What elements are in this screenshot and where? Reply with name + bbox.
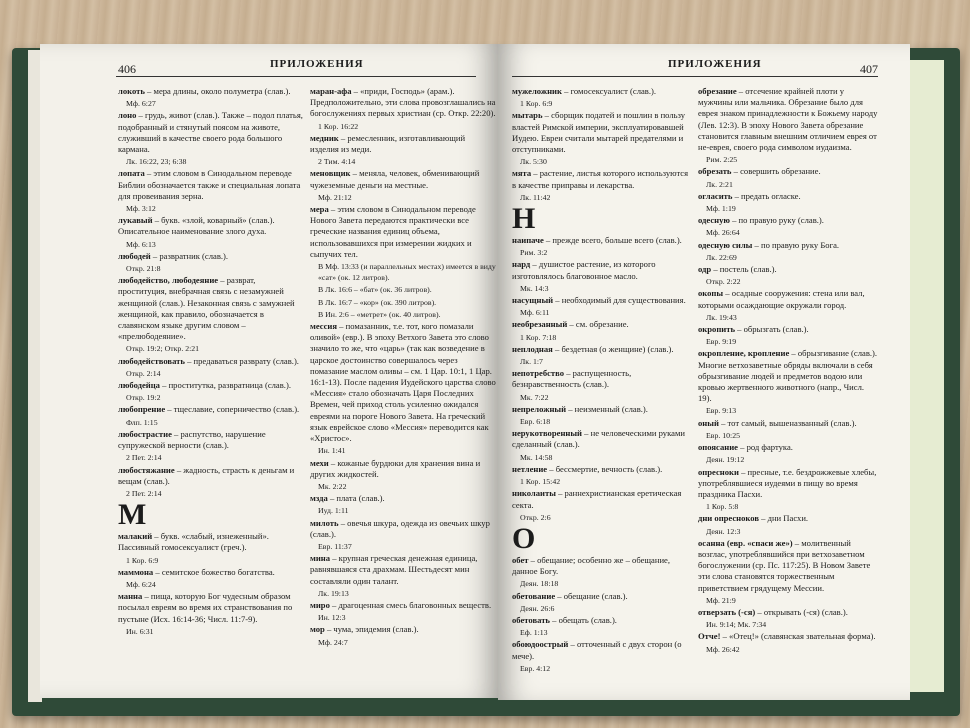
verse-reference: Мк. 14:3 [520,283,549,293]
dictionary-entry: любодействовать – предаваться разврату (слав.). [118,355,299,366]
headword: окропление, кропление [698,348,790,359]
verse-reference: 1 Кор. 7:18 [520,332,557,342]
headword: николаиты [512,488,556,499]
left-page [40,44,498,698]
dictionary-entry: оный – тот самый, вышеназванный (слав.). [698,417,857,428]
dictionary-column [512,86,692,675]
verse-reference: Евр. 4:12 [520,663,551,673]
verse-reference: В Мф. 13:33 (и параллельных местах) имеется в виду «сат» (ок. 12 литров). [318,262,496,283]
dictionary-entry: дни опресноков – дни Пасхи. [698,513,809,524]
verse-reference: Мф. 1:19 [706,204,736,214]
verse-reference: Лк. 2:21 [706,179,733,189]
headword: лопата [118,168,145,179]
page-number: 407 [860,62,878,76]
verse-reference: Лк. 19:13 [318,588,349,598]
dictionary-entry: огласить – предать огласке. [698,190,801,201]
dictionary-entry: лоно – грудь, живот (слав.). Также – подол платья, подобранный и стянутый поясом на животе, служивший в качестве своего рода большого кармана. [118,110,303,155]
headword: насущный [512,295,554,306]
headword: манна [118,591,143,602]
dictionary-entry: непотребство – распущенность, безнравственность (слав.). [512,368,632,390]
headword: мытарь [512,110,543,121]
verse-reference: Мф. 6:11 [520,308,550,318]
verse-reference: Лк. 16:22, 23; 6:38 [126,157,187,167]
verse-reference: Лк. 1:7 [520,357,543,367]
dictionary-entry: мехи – кожаные бурдюки для хранения вина и других жидкостей. [310,457,481,479]
headword: обрезать [698,166,732,177]
verse-reference: Евр. 9:19 [706,337,737,347]
verse-reference: Лк. 19:43 [706,312,737,322]
verse-reference: Деян. 26:6 [520,603,555,613]
verse-reference: Откр. 2:22 [706,277,741,287]
headword: обетование [512,590,556,601]
headword: отверзать (-ся) [698,606,756,617]
dictionary-entry: мор – чума, эпидемия (слав.). [310,624,419,635]
headword: любопрение [118,404,166,415]
dictionary-entry: обет – обещание; особенно же – обещание, данное Богу. [512,554,671,577]
verse-reference: Мф. 6:27 [126,99,156,109]
verse-reference: Флп. 1:15 [126,417,158,427]
headword: опресноки [698,466,739,477]
headword: одесную [698,215,730,226]
verse-reference: Откр. 19:2 [126,393,161,403]
dictionary-entry: малакий – букв. «слабый, изнеженный». Пассивный гомосексуалист (греч.). [118,531,269,553]
headword: локоть [118,86,145,96]
verse-reference: Мф. 26:64 [706,228,740,238]
headword: наипаче [512,235,544,246]
dictionary-entry: нетление – бессмертие, вечность (слав.). [512,463,663,474]
dictionary-entry: любострастие – распутство, нарушение супружеской верности (слав.). [118,428,266,451]
headword: обрезание [698,86,737,96]
headword: неплодная [512,343,553,354]
dictionary-entry: мужеложник – гомосексуалист (слав.). [512,86,657,96]
dictionary-entry: маммона – семитское божество богатства. [118,566,275,577]
dictionary-entry: любостяжание – жадность, страсть к деньгам и вещам (слав.). [118,464,295,486]
dictionary-entry: обетовать – обещать (слав.). [512,614,617,625]
headword: мужеложник [512,86,562,96]
headword: опоясание [698,442,738,453]
verse-reference: Ин. 12:3 [318,613,346,623]
dictionary-entry: локоть – мера длины, около полуметра (слав.). [118,86,291,96]
right-page [498,44,910,700]
verse-reference: Деян. 12:3 [706,526,741,536]
headword: окропить [698,324,735,335]
verse-reference: Мф. 24:7 [318,637,348,647]
verse-reference: Евр. 9:13 [706,406,737,416]
dictionary-entry: окопы – осадные сооружения: стена или вал, которыми осаждающие окружали город. [698,288,865,310]
dictionary-entry: манна – пища, которую Бог чудесным образом посылал евреям во время их странствования по пустыне (Исх. 16:14-36; Числ. 11:7-9). [118,591,293,624]
verse-reference: 2 Пет. 2:14 [126,488,162,498]
headword: мессия [310,321,338,332]
headword: мор [310,624,325,635]
headword: непотребство [512,368,565,379]
verse-reference: Иуд. 1:11 [318,506,349,516]
verse-reference: Деян. 18:18 [520,579,559,589]
dictionary-entry: непреложный – неизменный (слав.). [512,403,648,414]
headword: осанна (евр. «спаси же») [698,537,793,548]
dictionary-entry: Отче! – «Отец!» (славянская звательная форма). [698,631,876,642]
section-letter: М [118,498,147,532]
headword: непреложный [512,403,567,414]
header-rule [116,76,476,77]
verse-reference: В Ин. 2:6 – «метрет» (ок. 40 литров). [318,309,441,319]
dictionary-entry: опоясание – род фартука. [698,442,793,453]
dictionary-entry: обоюдоострый – отточенный с двух сторон (о мече). [512,639,682,661]
verse-reference: Откр. 2:6 [520,512,551,522]
dictionary-entry: опресноки – пресные, т.е. бездрожжевые хлебы, употреблявшиеся иудеями в пищу во время праздника Пасхи. [698,466,877,499]
headword: медник [310,132,339,143]
verse-reference: Ин. 1:41 [318,446,346,456]
dictionary-column [310,86,496,649]
dictionary-entry: отверзать (-ся) – открывать (-ся) (слав.). [698,606,848,617]
headword: одесную силы [698,239,753,250]
dictionary-entry: одесную – по правую руку (слав.). [698,215,824,226]
verse-reference: Рим. 2:25 [706,155,738,165]
headword: оный [698,417,719,428]
verse-reference: Мк. 7:22 [520,392,549,402]
headword: одр [698,264,712,275]
headword: Отче! [698,631,721,642]
verse-reference: 1 Кор. 6:9 [126,555,159,565]
dictionary-entry: окропить – обрызгать (слав.). [698,324,809,335]
dictionary-entry: меновщик – меняла, человек, обменивающий чужеземные деньги на местные. [310,168,480,190]
verse-reference: Лк. 11:42 [520,192,551,202]
headword: обетовать [512,614,550,625]
verse-reference: Рим. 3:2 [520,248,548,258]
headword: любодей [118,250,151,261]
dictionary-entry: мята – растение, листья которого используются в качестве приправы и лекарства. [512,168,689,190]
verse-reference: Лк. 5:30 [520,157,547,167]
dictionary-entry: нерукотворенный – не человеческими руками сделанный (слав.). [512,428,686,450]
headword: дни опресноков [698,513,759,524]
headword: любострастие [118,428,172,439]
headword: обоюдоострый [512,639,569,650]
bookmark-edge [906,60,944,692]
dictionary-entry: одр – постель (слав.). [698,264,777,275]
headword: любодейство, любодеяние [118,275,219,286]
verse-reference: В Лк. 16:6 – «бат» (ок. 36 литров). [318,285,432,295]
verse-reference: Евр. 11:37 [318,541,352,551]
dictionary-entry: необрезанный – см. обрезание. [512,319,629,330]
headword: мзда [310,493,328,504]
verse-reference: Ин. 9:14; Мк. 7:34 [706,620,767,630]
verse-reference: Евр. 10:25 [706,430,741,440]
dictionary-entry: мина – крупная греческая денежная единица, равнявшаяся ста драхмам. Шестьдесят мин составляли один талант. [310,553,478,586]
headword: мера [310,204,329,215]
verse-reference: 1 Кор. 16:22 [318,121,359,131]
dictionary-entry: любопрение – тщеславие, соперничество (слав.). [118,404,300,415]
verse-reference: Мк. 14:58 [520,452,553,462]
dictionary-entry: обрезание – отсечение крайней плоти у мужчины или мальчика. Обрезание было для еврея знаком принадлежности к Божьему народу (Лев. 12:3). В эпоху Нового Завета обрезание становится главным внешним отличием еврея от не-еврея, своего рода символом иудаизма. [698,86,878,153]
dictionary-entry: любодейство, любодеяние – разврат, проституция, внебрачная связь с незамужней женщиной (слав.). Незаконная связь с замужней женщиной, как правило, обозначается в славянском языке другим словом – «прелюбодеяние». [118,275,295,342]
dictionary-entry: лукавый – букв. «злой, коварный» (слав.). Описательное наименование злого духа. [118,215,275,237]
headword: любодействовать [118,355,185,366]
verse-reference: 2 Пет. 2:14 [126,453,162,463]
verse-reference: Ин. 6:31 [126,626,154,636]
headword: мехи [310,457,329,468]
dictionary-entry: милоть – овечья шкура, одежда из овечьих шкур (слав.). [310,517,490,539]
verse-reference: Мф. 3:12 [126,204,156,214]
verse-reference: Мф. 21:12 [318,192,352,202]
dictionary-entry: наипаче – прежде всего, больше всего (слав.). [512,235,682,246]
dictionary-entry: медник – ремесленник, изготавливающий изделия из меди. [310,132,466,155]
headword: любодейца [118,380,160,391]
dictionary-entry: обрезать – совершить обрезание. [698,166,821,177]
verse-reference: Откр. 2:14 [126,368,161,378]
verse-reference: Евр. 6:18 [520,417,551,427]
dictionary-entry: обетование – обещание (слав.). [512,590,628,601]
verse-reference: Мф. 21:9 [706,595,736,605]
dictionary-entry: мессия – помазанник, т.е. тот, кого помазали оливой» (евр.). В эпоху Ветхого Завета это слово значило то же, что «царь» (так как возведение в царское достоинство совершалось через помазание маслом оливы – см. 1 Цар. 10:1, 1 Цар. 16:1-13). После падения Иудейского царства слово «Мессия» стало обозначать Царя Последних Времен, чей приход столь усиленно ожидался евреями на пороге Нового Завета. На греческий язык еврейское слово «Мессия» переводится как «Христос». [310,321,496,444]
verse-reference: Мк. 2:22 [318,481,347,491]
headword: меновщик [310,168,351,179]
dictionary-entry: окропление, кропление – обрызгивание (слав.). Многие ветхозаветные обряды включали в себя обрызгивание людей и предметов водою или кровью жертвенного животного (напр., Числ. 19). [698,348,878,404]
verse-reference: Мф. 6:24 [126,579,156,589]
verse-reference: В Лк. 16:7 – «кор» (ок. 390 литров). [318,297,437,307]
section-letter: О [512,521,536,555]
dictionary-entry: маран-афа – «приди, Господь» (арам.). Предположительно, эти слова провозглашались на богослужениях первых христиан (ср. Откр. 22:20). [310,86,496,119]
verse-reference: Мф. 26:42 [706,644,740,654]
verse-reference: 1 Кор. 5:8 [706,502,739,512]
headword: маран-афа [310,86,352,96]
headword: лоно [118,110,137,121]
headword: огласить [698,190,733,201]
dictionary-entry: неплодная – бездетная (о женщине) (слав.). [512,343,674,354]
verse-reference: Мф. 6:13 [126,239,156,249]
dictionary-column [118,86,304,638]
headword: маммона [118,566,154,577]
headword: обет [512,554,529,565]
page-header: ПРИЛОЖЕНИЯ [270,58,364,70]
verse-reference: Еф. 1:13 [520,628,548,638]
verse-reference: Откр. 21:8 [126,264,161,274]
dictionary-entry: мера – этим словом в Синодальном переводе Нового Завета передаются практически все греческие названия единиц объема, использовавшихся при измерении жидких и сыпучих тел. [310,204,476,259]
dictionary-entry: любодей – развратник (слав.). [118,250,229,261]
verse-reference: Откр. 19:2; Откр. 2:21 [126,344,200,354]
dictionary-entry: мытарь – сборщик податей и пошлин в пользу властей Римской империи, эксплуатировавшей Иудею. Евреи считали мытарей предателями и отступниками. [512,110,686,155]
verse-reference: 2 Тим. 4:14 [318,157,356,167]
headword: малакий [118,531,153,542]
headword: мята [512,168,532,179]
headword: нетление [512,463,548,474]
headword: лукавый [118,215,153,226]
dictionary-entry: насущный – необходимый для существования. [512,295,686,306]
verse-reference: Деян. 19:12 [706,455,745,465]
page-number: 406 [118,62,136,76]
headword: окопы [698,288,724,299]
dictionary-entry: миро – драгоценная смесь благовонных веществ. [310,599,492,610]
dictionary-entry: лопата – этим словом в Синодальном переводе Библии обозначается также и специальная лопата для провеивания зерна. [118,168,301,201]
headword: любостяжание [118,464,175,475]
verse-reference: 1 Кор. 6:9 [520,99,553,109]
dictionary-entry: мзда – плата (слав.). [310,493,385,504]
dictionary-entry: николаиты – раннехристианская еретическая секта. [512,488,682,510]
verse-reference: 1 Кор. 15:42 [520,477,561,487]
header-rule [512,76,878,77]
headword: нерукотворенный [512,428,583,439]
headword: необрезанный [512,319,568,330]
dictionary-entry: одесную силы – по правую руку Бога. [698,239,840,250]
headword: мина [310,553,331,564]
dictionary-entry: нард – душистое растение, из которого изготовлялось благовонное масло. [512,259,656,281]
section-letter: Н [512,202,536,236]
headword: миро [310,599,330,610]
verse-reference: Лк. 22:69 [706,252,737,262]
dictionary-entry: любодейца – проститутка, развратница (слав.). [118,380,291,391]
headword: нард [512,259,531,270]
headword: милоть [310,517,339,528]
dictionary-column [698,86,878,656]
dictionary-entry: осанна (евр. «спаси же») – молитвенный возглас, употреблявшийся при ветхозаветном богослужении (ср. Пс. 117:25). В Новом Завете эти слова становятся торжественным приветствием грядущему Мессии. [698,537,871,593]
page-header: ПРИЛОЖЕНИЯ [668,58,762,70]
